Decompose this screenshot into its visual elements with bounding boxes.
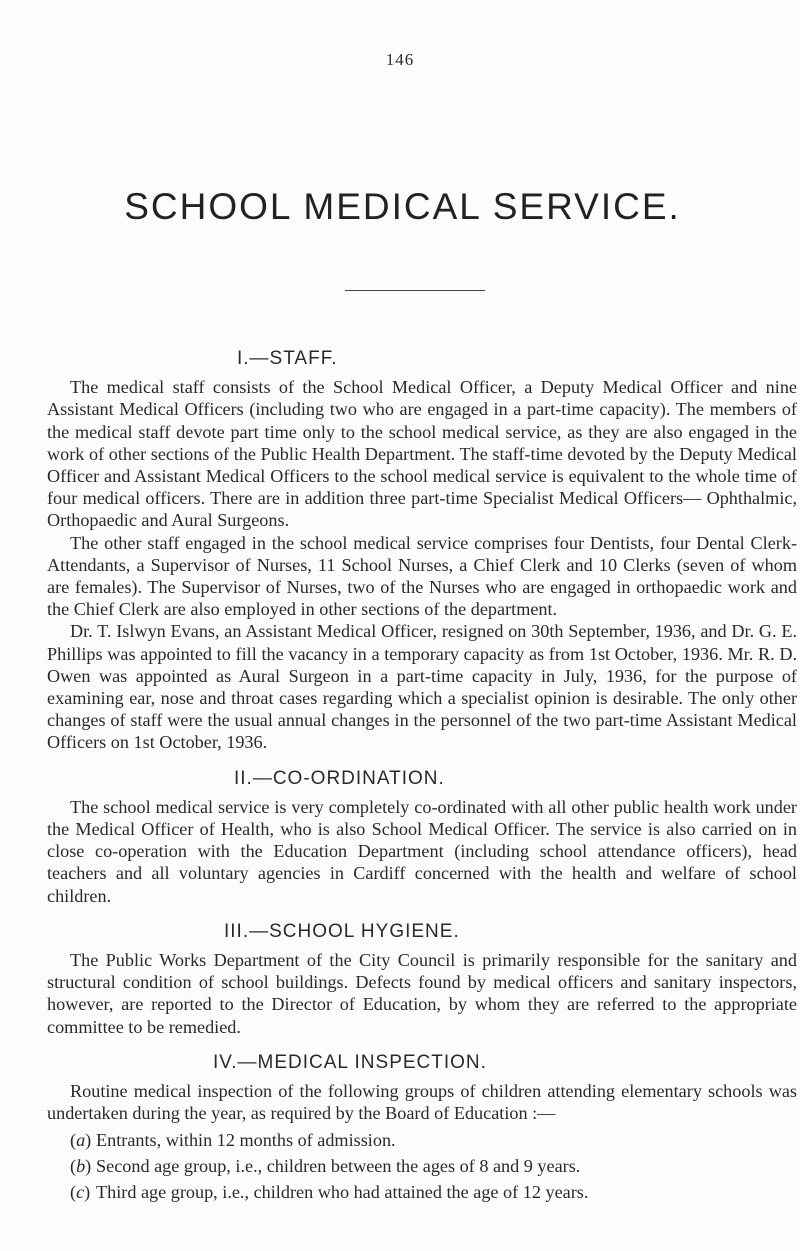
section-heading: II.—CO-ORDINATION. xyxy=(234,767,445,789)
section-medical-inspection xyxy=(47,1052,797,1203)
list-item-text: Entrants, within 12 months of admission. xyxy=(96,1129,396,1150)
section-heading: I.—STAFF. xyxy=(237,348,338,369)
paragraph: Routine medical inspection of the following groups of children attending elementary schools was undertaken during the year, as required by the Board of Education :— xyxy=(47,1081,797,1124)
list-item-marker: (c) xyxy=(70,1181,91,1202)
section-heading: IV.—MEDICAL INSPECTION. xyxy=(213,1051,487,1073)
list-item xyxy=(70,1181,797,1203)
paragraph: The school medical service is very completely co-ordinated with all other public health work under the Medical Officer of Health, who is also School Medical Officer. The service is also carried on in close co-operation with the Education Department (including school attendance officers), head teachers and all voluntary agencies in Cardiff concerned with the health and welfare of school children. xyxy=(47,796,797,906)
section-co-ordination xyxy=(47,768,797,907)
inspection-groups-list xyxy=(47,1129,797,1204)
page-title: SCHOOL MEDICAL SERVICE. xyxy=(124,186,681,227)
document-body xyxy=(47,348,797,1217)
paragraph: The other staff engaged in the school medical service comprises four Dentists, four Dental Clerk-Attendants, a Supervisor of Nurses, 11 School Nurses, a Chief Clerk and 10 Clerks (seven of whom are females). The Supervisor of Nurses, two of the Nurses who are engaged in orthopaedic work and the Chief Clerk are also employed in other sections of the department. xyxy=(47,532,797,620)
paragraph: The medical staff consists of the School Medical Officer, a Deputy Medical Officer and nine Assistant Medical Officers (including two who are engaged in a part-time capacity). The members of the medical staff devote part time only to the school medical service, as they are also engaged in the work of other sections of the Public Health Department. The staff-time devoted by the Deputy Medical Officer and Assistant Medical Officers to the school medical service is equivalent to the whole time of four medical officers. There are in addition three part-time Specialist Medical Officers— Ophthalmic, Orthopaedic and Aural Surgeons. xyxy=(47,377,797,531)
list-item-marker: (a) xyxy=(70,1129,92,1150)
section-staff xyxy=(47,348,797,754)
list-item-text: Third age group, i.e., children who had attained the age of 12 years. xyxy=(96,1181,589,1202)
paragraph: The Public Works Department of the City Council is primarily responsible for the sanitary and structural condition of school buildings. Defects found by medical officers and sanitary inspectors, however, are reported to the Director of Education, by whom they are referred to the appropriate committee to be remedied. xyxy=(47,950,797,1037)
section-school-hygiene xyxy=(47,921,797,1038)
paragraph: Dr. T. Islwyn Evans, an Assistant Medical Officer, resigned on 30th September, 1936, and Dr. G. E. Phillips was appointed to fill the vacancy in a temporary capacity as from 1st October, 1936. Mr. R. D. Owen was appointed as Aural Surgeon in a part-time capacity in July, 1936, for the purpose of examining ear, nose and throat cases regarding which a specialist opinion is desirable. The only other changes of staff were the usual annual changes in the personnel of the two part-time Assistant Medical Officers on 1st October, 1936. xyxy=(47,621,797,753)
title-divider xyxy=(345,290,485,291)
list-item xyxy=(70,1129,797,1151)
page-number: 146 xyxy=(385,50,415,69)
list-item xyxy=(70,1155,797,1177)
section-heading: III.—SCHOOL HYGIENE. xyxy=(224,920,460,942)
list-item-text: Second age group, i.e., children between the ages of 8 and 9 years. xyxy=(96,1155,581,1176)
list-item-marker: (b) xyxy=(70,1155,92,1176)
